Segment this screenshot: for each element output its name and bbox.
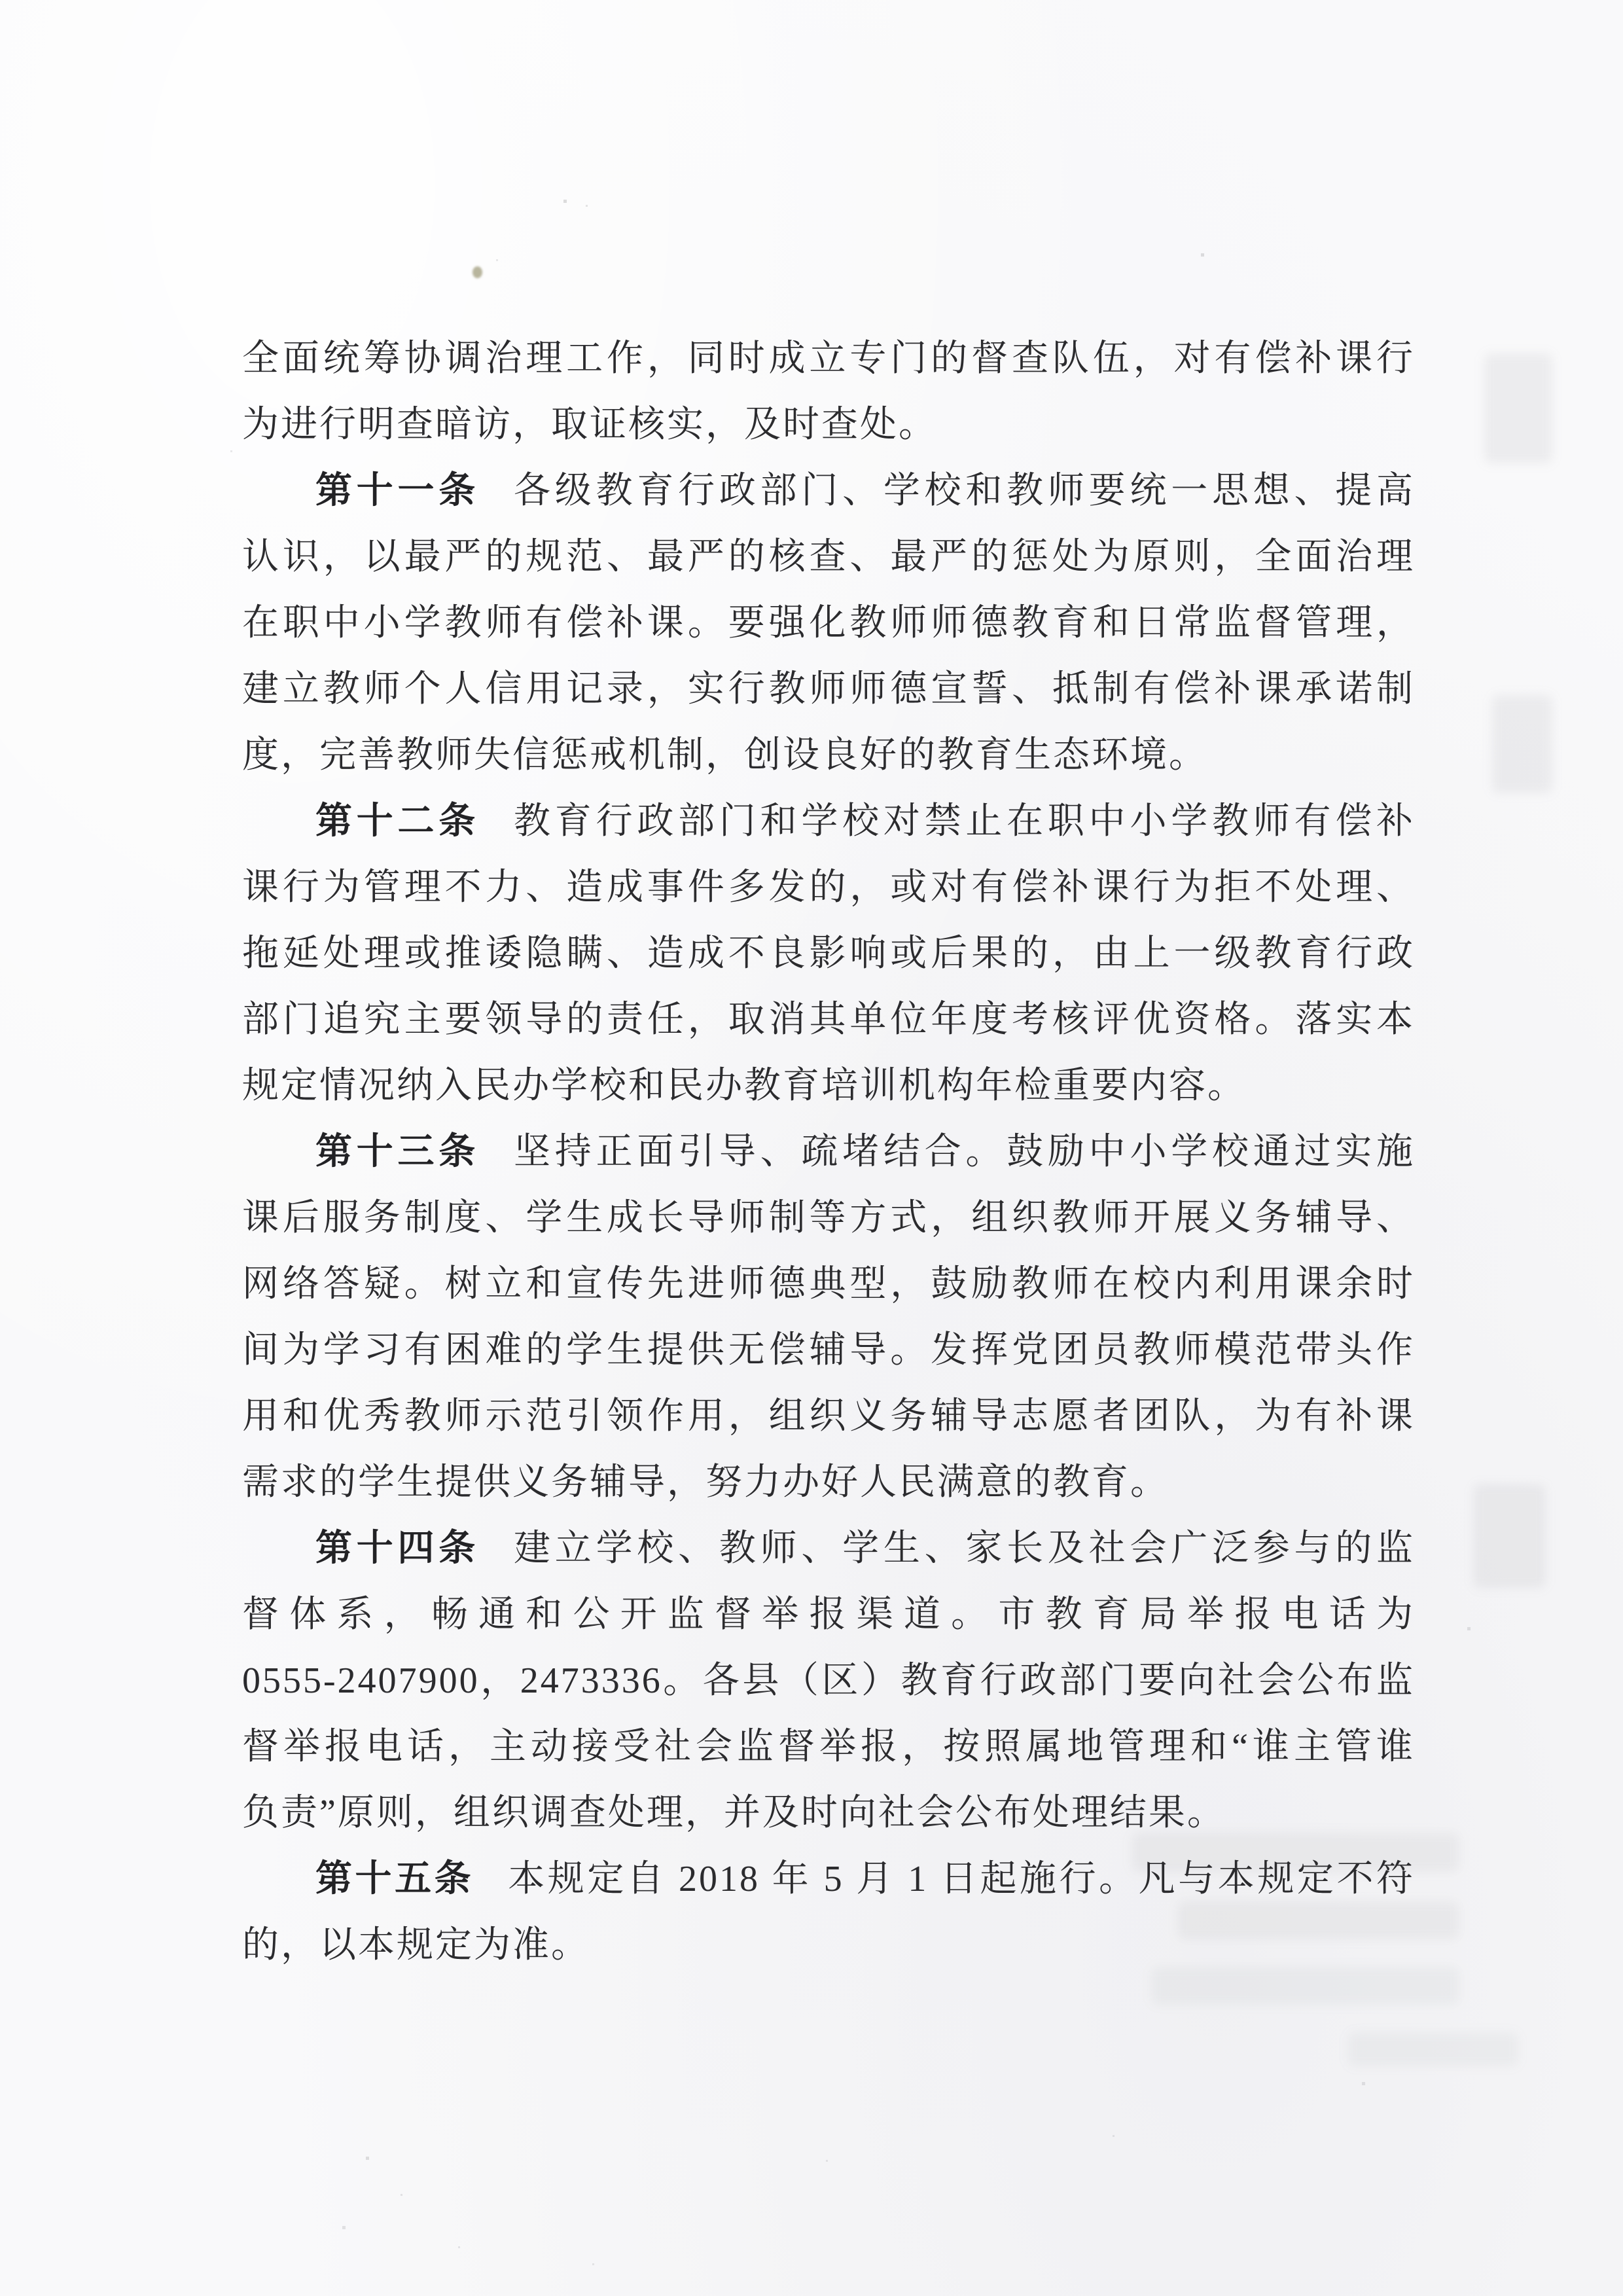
article-number: 第十四条 [315,1528,480,1569]
text-line [242,1780,1415,1846]
text-line [242,1450,1415,1516]
line-text: 拖延处理或推诿隐瞒、造成不良影响或后果的，由上一级教育行政 [242,933,1415,974]
text-line [242,1714,1415,1780]
bleed-through-mark [1492,695,1552,793]
text-line [242,921,1415,987]
text-line [242,789,1415,855]
line-text: 在职中小学教师有偿补课。要强化教师师德教育和日常监督管理， [242,603,1415,643]
text-line [242,723,1415,789]
text-line [242,855,1415,921]
article-number: 第十三条 [315,1132,480,1172]
line-text: 网络答疑。树立和宣传先进师德典型，鼓励教师在校内利用课余时 [242,1264,1415,1304]
line-text: 督体系，畅通和公开监督举报渠道。市教育局举报电话为 [242,1594,1415,1635]
line-text: 0555-2407900，2473336。各县（区）教育行政部门要向社会公布监 [242,1660,1415,1701]
line-text: 用和优秀教师示范引领作用，组织义务辅导志愿者团队，为有补课 [242,1396,1415,1437]
line-text: 的，以本规定为准。 [242,1925,590,1965]
text-line [242,392,1415,458]
bleed-through-mark [1474,1484,1546,1588]
text-line [242,1119,1415,1185]
text-line [242,1251,1415,1318]
line-text: 为进行明查暗访，取证核实，及时查处。 [242,404,937,445]
line-text: 认识，以最严的规范、最严的核查、最严的惩处为原则，全面治理 [242,537,1415,577]
text-line [242,590,1415,656]
line-text: 需求的学生提供义务辅导，努力办好人民满意的教育。 [242,1462,1169,1503]
text-line [242,1318,1415,1384]
line-text: 负责”原则，组织调查处理，并及时向社会公布处理结果。 [242,1793,1226,1833]
line-text: 督举报电话，主动接受社会监督举报，按照属地管理和“谁主管谁 [242,1727,1415,1767]
line-text: 规定情况纳入民办学校和民办教育培训机构年检重要内容。 [242,1066,1246,1106]
text-line [242,1912,1415,1979]
article-number: 第十一条 [315,471,480,511]
article-number: 第十五条 [315,1859,474,1899]
line-text: 坚持正面引导、疏堵结合。鼓励中小学校通过实施 [514,1132,1415,1172]
article-number: 第十二条 [315,801,480,842]
line-text: 部门追究主要领导的责任，取消其单位年度考核评优资格。落实本 [242,999,1415,1040]
text-line [242,656,1415,723]
text-line [242,1516,1415,1582]
text-line [242,1185,1415,1251]
bleed-through-mark [1484,353,1552,463]
bleed-through-mark [1348,2032,1518,2066]
line-text: 本规定自 2018 年 5 月 1 日起施行。凡与本规定不符 [508,1859,1415,1899]
line-text: 课后服务制度、学生成长导师制等方式，组织教师开展义务辅导、 [242,1198,1415,1238]
line-text: 各级教育行政部门、学校和教师要统一思想、提高 [514,471,1415,511]
line-text: 间为学习有困难的学生提供无偿辅导。发挥党团员教师模范带头作 [242,1330,1415,1371]
text-line [242,987,1415,1053]
text-line [242,524,1415,590]
text-line [242,458,1415,524]
text-line [242,1384,1415,1450]
line-text: 教育行政部门和学校对禁止在职中小学教师有偿补 [514,801,1415,842]
scan-speckles [0,0,2,2]
paper-smudge [473,266,482,278]
text-line [242,1053,1415,1119]
line-text: 建立学校、教师、学生、家长及社会广泛参与的监 [514,1528,1415,1569]
text-line [242,1846,1415,1912]
line-text: 度，完善教师失信惩戒机制，创设良好的教育生态环境。 [242,735,1207,776]
line-text: 课行为管理不力、造成事件多发的，或对有偿补课行为拒不处理、 [242,867,1415,908]
text-line [242,1582,1415,1648]
text-line [242,326,1415,392]
line-text: 全面统筹协调治理工作，同时成立专门的督查队伍，对有偿补课行 [242,338,1415,379]
line-text: 建立教师个人信用记录，实行教师师德宣誓、抵制有偿补课承诺制 [242,669,1415,709]
text-line [242,1648,1415,1714]
document-body [242,326,1415,1979]
